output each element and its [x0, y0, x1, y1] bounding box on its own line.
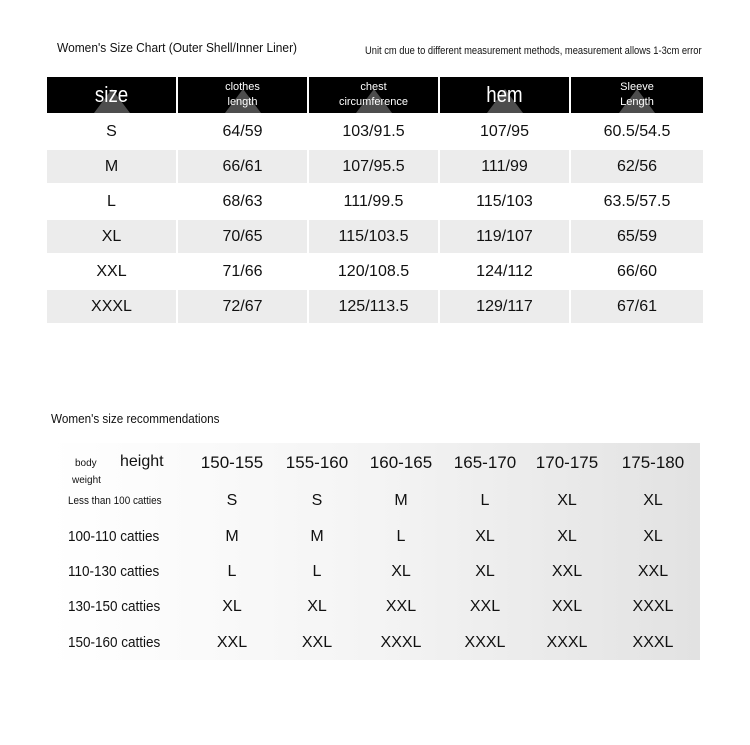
size-cell: S	[311, 491, 323, 509]
size-cell: XXXL	[464, 633, 506, 651]
table-row	[47, 150, 703, 183]
size-cell: L	[312, 562, 322, 580]
size-cell: XXXL	[380, 633, 422, 651]
sleeve-cell: 62/56	[571, 150, 703, 183]
length-cell: 72/67	[178, 290, 307, 323]
table-row	[50, 626, 700, 659]
header-sleeve-label: Sleeve Length	[620, 81, 654, 108]
size-cell: XXL	[47, 255, 176, 288]
size-cell: XXL	[469, 597, 501, 615]
table-row	[50, 590, 700, 623]
height-header: 155-160	[285, 453, 349, 472]
length-cell: 68/63	[178, 185, 307, 218]
table-row	[47, 255, 703, 288]
table-row	[47, 115, 703, 148]
size-cell: S	[47, 115, 176, 148]
size-cell: XXL	[551, 562, 583, 580]
hem-cell: 124/112	[440, 255, 569, 288]
chest-cell: 120/108.5	[309, 255, 438, 288]
chest-cell: 103/91.5	[309, 115, 438, 148]
header-chest-label: chest circumference	[338, 81, 409, 108]
length-cell: 71/66	[178, 255, 307, 288]
size-cell: M	[310, 527, 324, 545]
table-row	[50, 484, 700, 517]
size-cell: XXXL	[632, 633, 674, 651]
size-chart-table	[47, 77, 703, 323]
height-header: 175-180	[621, 453, 685, 472]
size-cell: XL	[475, 527, 495, 545]
weight-label: 130-150 catties	[68, 598, 161, 615]
recommendations-title: Women's size recommendations	[51, 411, 220, 426]
size-cell: XL	[475, 562, 495, 580]
weight-label: 100-110 catties	[68, 528, 160, 545]
hem-cell: 107/95	[440, 115, 569, 148]
size-cell: XXL	[637, 562, 669, 580]
size-cell: M	[47, 150, 176, 183]
length-cell: 64/59	[178, 115, 307, 148]
chest-cell: 125/113.5	[309, 290, 438, 323]
length-cell: 66/61	[178, 150, 307, 183]
size-chart-header	[47, 77, 703, 113]
size-cell: S	[226, 491, 238, 509]
sleeve-cell: 60.5/54.5	[571, 115, 703, 148]
size-cell: L	[396, 527, 406, 545]
measurement-note: Unit cm due to different measurement methods, measurement allows 1-3cm error	[365, 45, 702, 57]
chest-cell: 107/95.5	[309, 150, 438, 183]
sleeve-cell: 65/59	[571, 220, 703, 253]
size-cell: XL	[47, 220, 176, 253]
corner-height-label: height	[120, 453, 164, 470]
size-cell: XXXL	[47, 290, 176, 323]
sleeve-cell: 67/61	[571, 290, 703, 323]
size-cell: XL	[557, 527, 577, 545]
table-row	[47, 290, 703, 323]
weight-label: 150-160 catties	[68, 634, 161, 651]
header-clothes-length	[178, 77, 307, 113]
hem-cell: 129/117	[440, 290, 569, 323]
size-cell: XL	[643, 491, 663, 509]
size-cell: L	[227, 562, 237, 580]
size-cell: XXL	[216, 633, 248, 651]
table-row	[50, 555, 700, 588]
size-cell: XXL	[551, 597, 583, 615]
height-header: 165-170	[453, 453, 517, 472]
size-chart-title: Women's Size Chart (Outer Shell/Inner Liner)	[57, 40, 298, 55]
size-cell: M	[225, 527, 239, 545]
header-size-label: size	[94, 82, 129, 107]
table-row	[47, 220, 703, 253]
sleeve-cell: 66/60	[571, 255, 703, 288]
header-sleeve-length	[571, 77, 703, 113]
corner-body-label: body	[75, 458, 97, 469]
size-cell: L	[480, 491, 490, 509]
size-cell: XXL	[301, 633, 333, 651]
height-header: 170-175	[535, 453, 599, 472]
weight-label: 110-130 catties	[68, 563, 160, 580]
chest-cell: 111/99.5	[309, 185, 438, 218]
sleeve-cell: 63.5/57.5	[571, 185, 703, 218]
size-cell: M	[394, 491, 408, 509]
size-cell: XL	[643, 527, 663, 545]
size-cell: L	[47, 185, 176, 218]
length-cell: 70/65	[178, 220, 307, 253]
size-cell: XL	[557, 491, 577, 509]
size-cell: XXXL	[546, 633, 588, 651]
hem-cell: 119/107	[440, 220, 569, 253]
size-cell: XL	[307, 597, 327, 615]
size-cell: XL	[222, 597, 242, 615]
table-row	[47, 185, 703, 218]
header-chest	[309, 77, 438, 113]
chest-cell: 115/103.5	[309, 220, 438, 253]
size-cell: XL	[391, 562, 411, 580]
recommendations-table	[50, 443, 700, 660]
height-header: 160-165	[369, 453, 433, 472]
corner-weight-label: weight	[72, 475, 101, 486]
hem-cell: 111/99	[440, 150, 569, 183]
size-cell: XXL	[385, 597, 417, 615]
header-hem	[440, 77, 569, 113]
table-row	[50, 520, 700, 553]
header-size	[47, 77, 176, 113]
header-hem-label: hem	[486, 82, 523, 107]
weight-label: Less than 100 catties	[68, 494, 162, 507]
height-header: 150-155	[200, 453, 264, 472]
size-cell: XXXL	[632, 597, 674, 615]
hem-cell: 115/103	[440, 185, 569, 218]
header-clothes-length-label: clothes length	[225, 81, 260, 108]
recommendations-header	[50, 443, 700, 486]
